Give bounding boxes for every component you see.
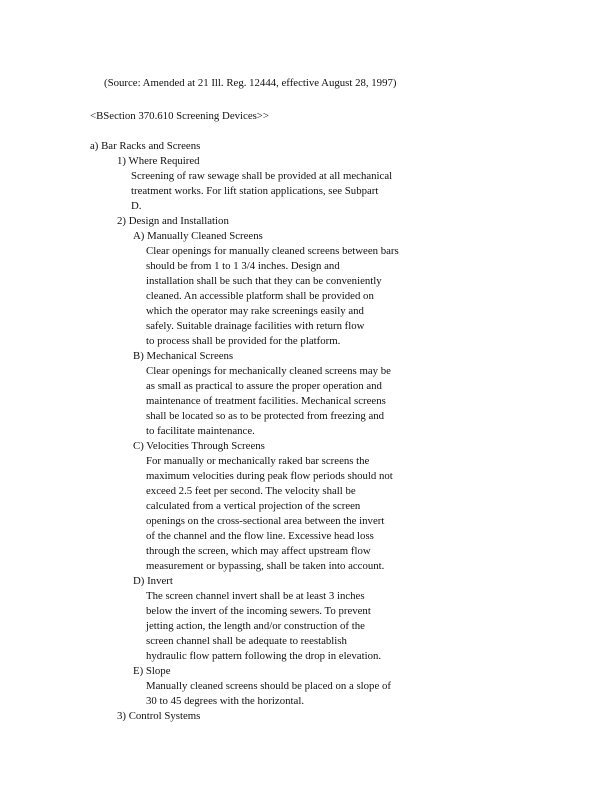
paragraph-line: exceed 2.5 feet per second. The velocity shall be <box>146 485 356 497</box>
paragraph-line: installation shall be such that they can be conveniently <box>146 275 382 287</box>
paragraph-line: should be from 1 to 1 3/4 inches. Design and <box>146 260 340 272</box>
paragraph-line: D. <box>131 200 142 212</box>
paragraph-line: calculated from a vertical projection of the screen <box>146 500 361 512</box>
where-required-heading: 1) Where Required <box>117 155 200 167</box>
design-heading: 2) Design and Installation <box>117 215 229 227</box>
paragraph-line: Screening of raw sewage shall be provided at all mechanical <box>131 170 393 182</box>
paragraph-line: to facilitate maintenance. <box>146 425 255 437</box>
invert-heading: D) Invert <box>133 575 173 587</box>
paragraph-line: openings on the cross-sectional area between the invert <box>146 515 385 527</box>
paragraph-line: 30 to 45 degrees with the horizontal. <box>146 695 305 707</box>
paragraph-line: cleaned. An accessible platform shall be provided on <box>146 290 374 302</box>
paragraph-line: shall be located so as to be protected from freezing and <box>146 410 385 422</box>
paragraph-line: hydraulic flow pattern following the drop in elevation. <box>146 650 382 662</box>
paragraph-line: For manually or mechanically raked bar screens the <box>146 455 370 467</box>
paragraph-line: through the screen, which may affect upstream flow <box>146 545 371 557</box>
slope-heading: E) Slope <box>133 665 171 677</box>
paragraph-line: treatment works. For lift station applications, see Subpart <box>131 185 379 197</box>
paragraph-line: Clear openings for manually cleaned screens between bars <box>146 245 399 257</box>
paragraph-line: maximum velocities during peak flow periods should not <box>146 470 393 482</box>
paragraph-line: screen channel shall be adequate to reestablish <box>146 635 347 647</box>
control-systems-heading: 3) Control Systems <box>117 710 201 722</box>
paragraph-line: maintenance of treatment facilities. Mechanical screens <box>146 395 386 407</box>
paragraph-line: of the channel and the flow line. Excessive head loss <box>146 530 374 542</box>
paragraph-line: Manually cleaned screens should be placed on a slope of <box>146 680 391 692</box>
paragraph-line: jetting action, the length and/or construction of the <box>146 620 365 632</box>
mechanical-screens-heading: B) Mechanical Screens <box>133 350 234 362</box>
paragraph-line: to process shall be provided for the platform. <box>146 335 341 347</box>
velocities-heading: C) Velocities Through Screens <box>133 440 265 452</box>
paragraph-line: Clear openings for mechanically cleaned screens may be <box>146 365 391 377</box>
section-title: <BSection 370.610 Screening Devices>> <box>90 110 269 122</box>
manual-screens-heading: A) Manually Cleaned Screens <box>133 230 263 242</box>
paragraph-line: below the invert of the incoming sewers. To prevent <box>146 605 371 617</box>
subsection-a-heading: a) Bar Racks and Screens <box>90 140 201 152</box>
source-note: (Source: Amended at 21 Ill. Reg. 12444, effective August 28, 1997) <box>104 77 397 89</box>
paragraph-line: safely. Suitable drainage facilities with return flow <box>146 320 365 332</box>
paragraph-line: The screen channel invert shall be at least 3 inches <box>146 590 365 602</box>
paragraph-line: as small as practical to assure the proper operation and <box>146 380 382 392</box>
paragraph-line: measurement or bypassing, shall be taken into account. <box>146 560 385 572</box>
paragraph-line: which the operator may rake screenings easily and <box>146 305 364 317</box>
